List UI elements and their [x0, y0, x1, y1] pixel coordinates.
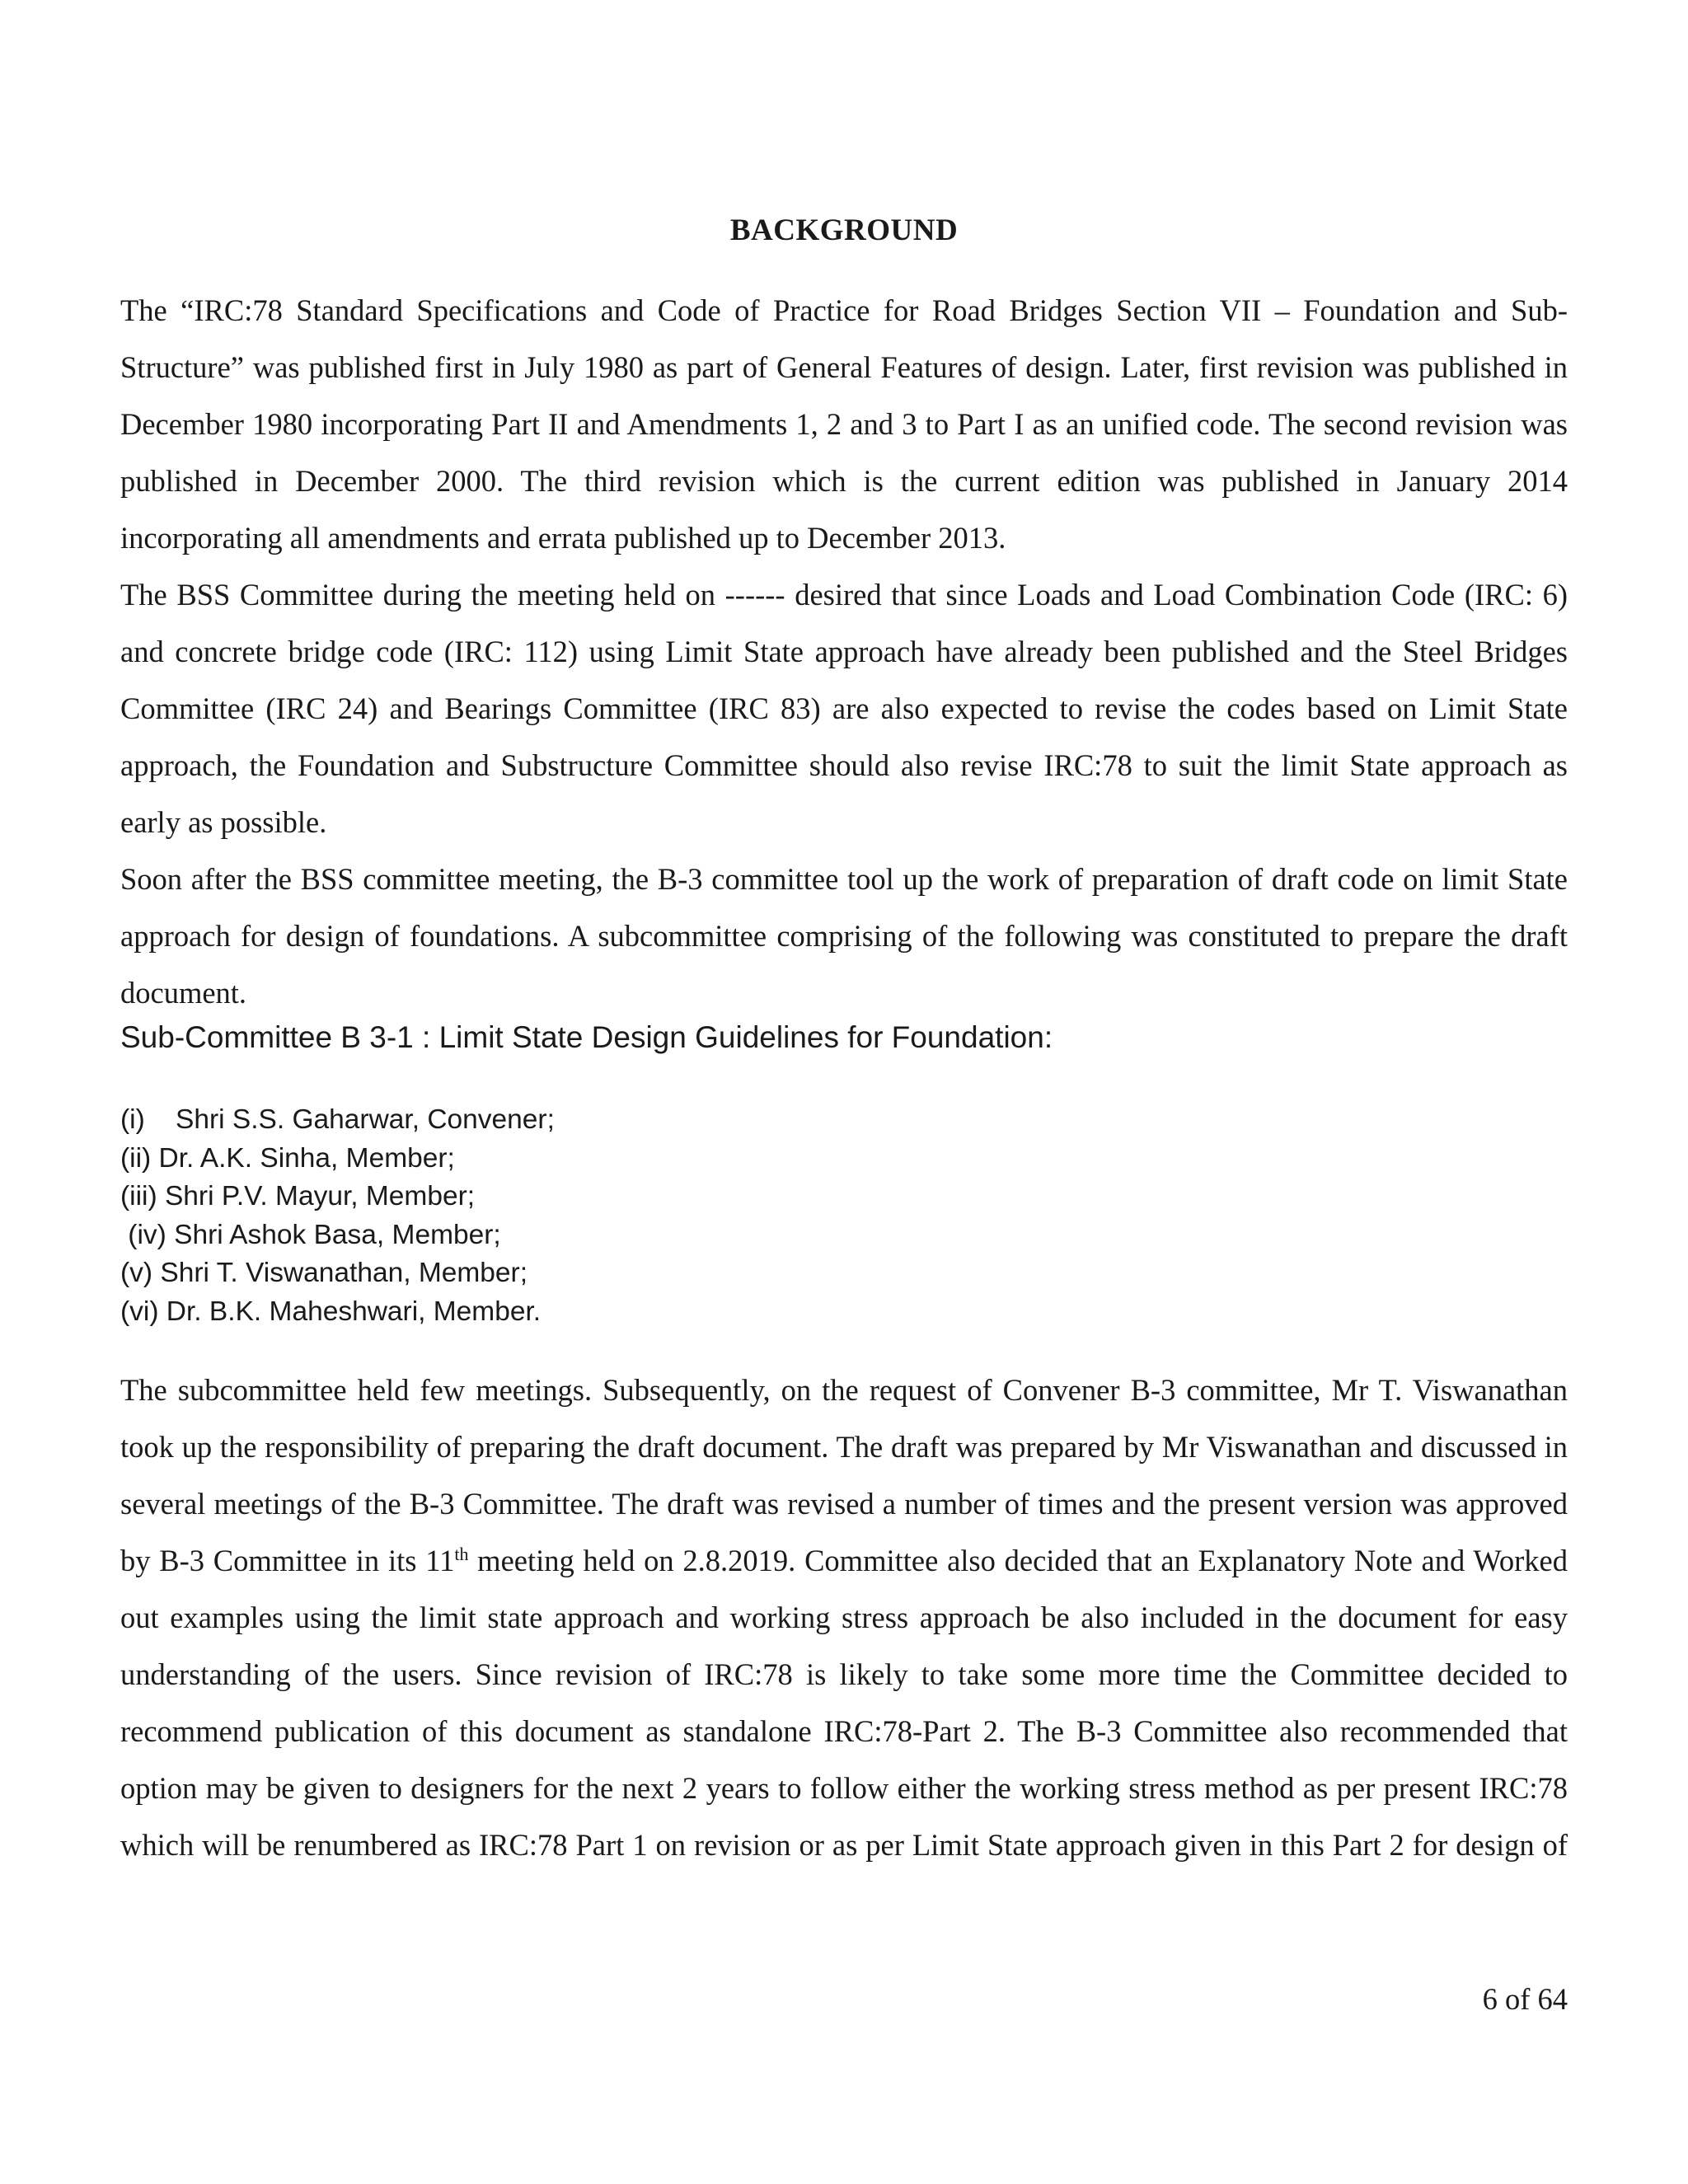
member-item: (vi) Dr. B.K. Maheshwari, Member.	[120, 1296, 542, 1327]
member-item: (v) Shri T. Viswanathan, Member;	[120, 1258, 528, 1288]
page-heading: BACKGROUND	[729, 213, 959, 247]
member-item: (iv) Shri Ashok Basa, Member;	[120, 1219, 501, 1250]
closing-text-part1: The subcommittee held few meetings. Subsequently, on the request of Convener B-3 committee, Mr T. Viswanathan took up the responsibility of preparing the draft document. The draft was prepared by Mr Viswanathan and discussed in several meetings of the B-3 Committee. The draft was revised a number of times and the present version was approved by B-3 Committee in its 11	[120, 1373, 1568, 1577]
member-item: (iii) Shri P.V. Mayur, Member;	[120, 1181, 476, 1212]
paragraph-subcommittee-formation: Soon after the BSS committee meeting, the B-3 committee tool up the work of preparation of draft code on limit State approach for design of foundations. A subcommittee comprising of the following was constituted to prepare the draft document.	[120, 862, 1568, 1010]
paragraph-draft-approval	[120, 1361, 1568, 1873]
ordinal-suffix: th	[454, 1543, 469, 1564]
page-number: 6 of 64	[1482, 1982, 1568, 2016]
paragraph-history: The “IRC:78 Standard Specifications and Code of Practice for Road Bridges Section VII – Foundation and Sub-Structure” was published first in July 1980 as part of General Features of design. Later, first revision was published in December 1980 incorporating Part II and Amendments 1, 2 and 3 to Part I as an unified code. The second revision was published in December 2000. The third revision which is the current edition was published in January 2014 incorporating all amendments and errata published up to December 2013.	[120, 293, 1568, 555]
subcommittee-title: Sub-Committee B 3-1 : Limit State Design Guidelines for Foundation:	[120, 1020, 1053, 1054]
paragraph-bss-committee: The BSS Committee during the meeting held on ------ desired that since Loads and Load Combination Code (IRC: 6) and concrete bridge code (IRC: 112) using Limit State approach have already been published and the Steel Bridges Committee (IRC 24) and Bearings Committee (IRC 83) are also expected to revise the codes based on Limit State approach, the Foundation and Substructure Committee should also revise IRC:78 to suit the limit State approach as early as possible.	[120, 578, 1568, 839]
member-item: (i) Shri S.S. Gaharwar, Convener;	[120, 1104, 555, 1135]
member-item: (ii) Dr. A.K. Sinha, Member;	[120, 1142, 455, 1174]
member-list	[120, 1101, 555, 1331]
closing-text-part2: meeting held on 2.8.2019. Committee also decided that an Explanatory Note and Worked out examples using the limit state approach and working stress approach be also included in the document for easy understanding of the users. Since revision of IRC:78 is likely to take some more time the Committee decided to recommend publication of this document as standalone IRC:78-Part 2. The B-3 Committee also recommended that option may be given to designers for the next 2 years to follow either the working stress method as per present IRC:78 which will be renumbered as IRC:78 Part 1 on revision or as per Limit State approach given in this Part 2 for design of	[120, 1544, 1568, 1862]
